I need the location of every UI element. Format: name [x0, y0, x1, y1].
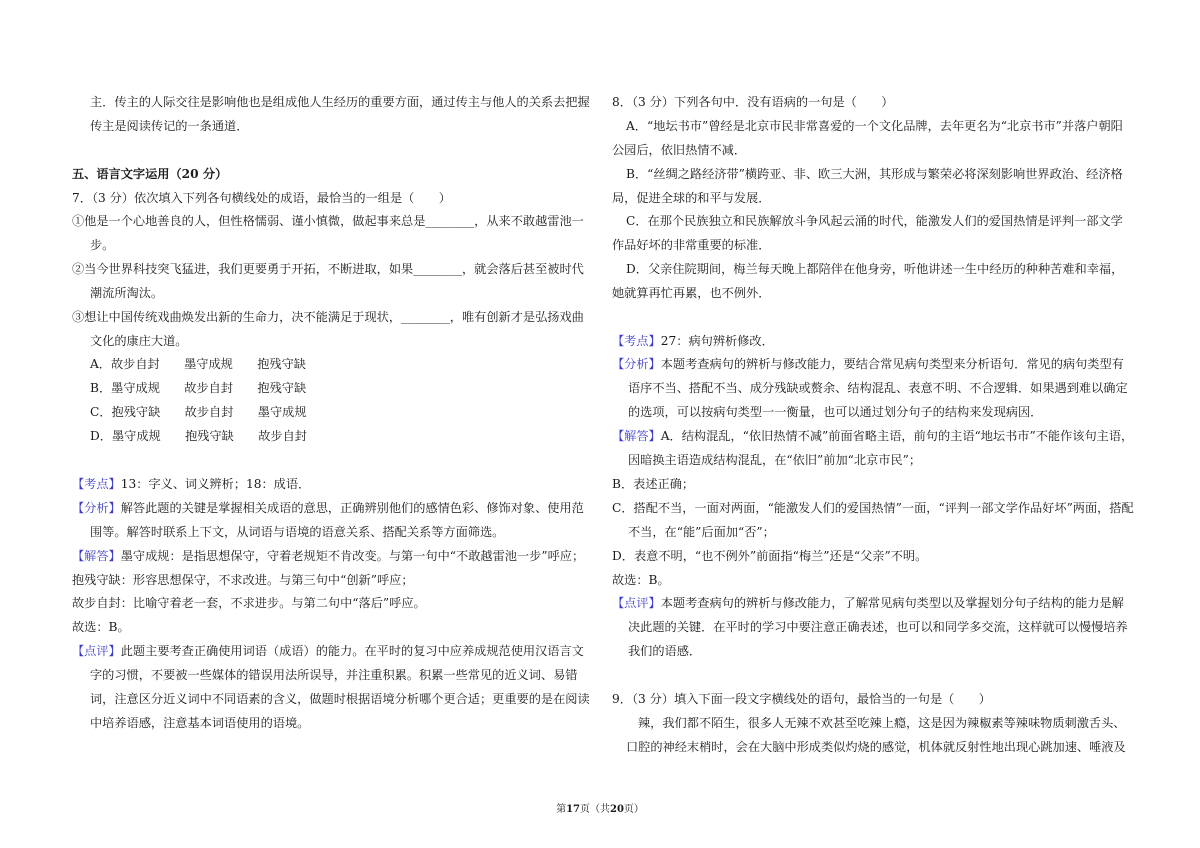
dianping-line: [72, 643, 584, 659]
jieda-line: [612, 428, 1133, 444]
option-c: C．抱残守缺 故步自封 墨守成规: [90, 405, 307, 419]
sentence-2: ②当今世界科技突飞猛进，我们更要勇于开拓，不断进取，如果________，就会落后甚至被时代: [72, 262, 584, 276]
footer-mid: 页（共: [580, 804, 610, 815]
option-d: D．墨守成规 抱残守缺 故步自封: [90, 429, 307, 443]
dianping-line: [612, 595, 1124, 611]
fenxi-cont: 围等。解答时联系上下文，从词语与语境的语意关系、搭配关系等方面筛选。: [90, 525, 505, 539]
jieda-answer: 故选：B。: [72, 620, 130, 634]
dianping-text: 本题考查病句的辨析与修改能力，了解常见病句类型以及掌握划分句子结构的能力是解: [660, 596, 1124, 610]
jieda-text: 墨守成规：是指思想保守，守着老规矩不肯改变。与第一句中“不敢越雷池一步”呼应；: [120, 549, 585, 563]
jieda-text: A．结构混乱，“依旧热情不减”前面省略主语，前句的主语“地坛书市”不能作该句主语，: [660, 429, 1134, 443]
fenxi-line: [612, 356, 1124, 372]
option-c: C．在那个民族独立和民族解放斗争风起云涌的时代，能激发人们的爱国热情是评判一部文学: [626, 214, 1123, 228]
kaodian-line: [72, 476, 310, 492]
fenxi-text: 解答此题的关键是掌握相关成语的意思，正确辨别他们的感情色彩、修饰对象、使用范: [120, 501, 584, 515]
dianping-cont: 词，注意区分近义词中不同语素的含义，做题时根据语境分析哪个更合适；更重要的是在阅读: [90, 692, 590, 706]
option-d-cont: 她就算再忙再累，也不例外．: [612, 286, 771, 300]
jieda-tag: 【解答】: [612, 429, 661, 443]
sentence-2-cont: 潮流所淘汰。: [90, 286, 164, 300]
dianping-cont: 中培养语感，注意基本词语使用的语境。: [90, 716, 310, 730]
option-c-cont: 作品好坏的非常重要的标准．: [612, 238, 771, 252]
passage-line: 辣，我们都不陌生，很多人无辣不欢甚至吃辣上瘾，这是因为辣椒素等辣味物质刺激舌头、: [638, 716, 1126, 730]
option-b-cont: 局，促进全球的和平与发展．: [612, 191, 771, 205]
sentence-1: ①他是一个心地善良的人，但性格懦弱、谨小慎微，做起事来总是________，从来不敢越雷池一: [72, 214, 584, 228]
jieda-cont: C．搭配不当，一面对两面，“能激发人们的爱国热情”一面，“评判一部文学作品好坏”两面，搭配: [612, 501, 1134, 515]
question-7-stem: 7．（3 分）依次填入下列各句横线处的成语，最恰当的一组是（ ）: [72, 191, 451, 205]
dianping-cont: 字的习惯，不要被一些媒体的错误用法所误导，并注重积累。积累一些常见的近义词、易错: [90, 668, 578, 682]
kaodian-line: [612, 333, 774, 349]
sentence-3-cont: 文化的康庄大道。: [90, 334, 188, 348]
dianping-text: 此题主要考查正确使用词语（成语）的能力。在平时的复习中应养成规范使用汉语言文: [120, 644, 584, 658]
jieda-cont: 因暗换主语造成结构混乱，在“依旧”前加“北京市民”；: [628, 453, 922, 467]
passage-line: 口腔的神经末梢时，会在大脑中形成类似灼烧的感觉，机体就反射性地出现心跳加速、唾液及: [626, 740, 1126, 754]
jieda-line: [72, 548, 584, 564]
fenxi-cont: 的选项，可以按病句类型一一衡量，也可以通过划分句子的结构来发现病因．: [628, 405, 1043, 419]
section-heading: 五、语言文字运用（20 分）: [72, 167, 228, 181]
footer-suffix: 页）: [623, 804, 644, 815]
jieda-cont: 抱残守缺：形容思想保守，不求改进。与第三句中“创新”呼应；: [72, 573, 414, 587]
fenxi-text: 本题考查病句的辨析与修改能力，要结合常见病句类型来分析语句．常见的病句类型有: [660, 357, 1124, 371]
option-a: A．故步自封 墨守成规 抱残守缺: [90, 357, 306, 371]
text-line: 主．传主的人际交往是影响他也是组成他人生经历的重要方面，通过传主与他人的关系去把握: [90, 95, 590, 109]
sentence-1-cont: 步。: [90, 238, 115, 252]
page-footer: [0, 803, 1200, 817]
text-line: 传主是阅读传记的一条通道．: [90, 119, 249, 133]
dianping-cont: 决此题的关键．在平时的学习中要注意正确表述，也可以和同学多交流，这样就可以慢慢培养: [628, 620, 1128, 634]
footer-prefix: 第: [556, 804, 567, 815]
fenxi-cont: 语序不当、搭配不当、成分残缺或赘余、结构混乱、表意不明、不合逻辑．如果遇到难以确定: [628, 381, 1128, 395]
question-8-stem: 8．（3 分）下列各句中．没有语病的一句是（ ）: [612, 95, 894, 109]
option-b: B．“丝绸之路经济带”横跨亚、非、欧三大洲，其形成与繁荣必将深刻影响世界政治、经济格: [626, 167, 1123, 181]
option-b: B．墨守成规 故步自封 抱残守缺: [90, 381, 307, 395]
dianping-cont: 我们的语感．: [628, 644, 702, 658]
option-a: A．“地坛书市”曾经是北京市民非常喜爱的一个文化品牌，去年更名为“北京书市”并落户朝阳: [626, 119, 1123, 133]
jieda-cont: 故步自封：比喻守着老一套，不求进步。与第二句中“落后”呼应。: [72, 596, 426, 610]
kaodian-tag: 【考点】: [612, 334, 661, 348]
dianping-tag: 【点评】: [72, 644, 121, 658]
kaodian-text: 13：字义、词义辨析；18：成语．: [120, 477, 311, 491]
jieda-tag: 【解答】: [72, 549, 121, 563]
fenxi-line: [72, 500, 584, 516]
jieda-answer: 故选：B。: [612, 573, 670, 587]
fenxi-tag: 【分析】: [612, 357, 661, 371]
page-total: 20: [610, 804, 624, 815]
dianping-tag: 【点评】: [612, 596, 661, 610]
jieda-cont: 不当，在“能”后面加“否”；: [628, 525, 775, 539]
sentence-3: ③想让中国传统戏曲焕发出新的生命力，决不能满足于现状，________，唯有创新才是弘扬戏曲: [72, 310, 584, 324]
option-a-cont: 公园后，依旧热情不减．: [612, 143, 747, 157]
jieda-cont: B．表述正确；: [612, 477, 695, 491]
question-9-stem: 9．（3 分）填入下面一段文字横线处的语句，最恰当的一句是（ ）: [612, 692, 991, 706]
option-d: D．父亲住院期间，梅兰每天晚上都陪伴在他身旁，听他讲述一生中经历的种种苦难和幸福，: [626, 262, 1124, 276]
page-number: 17: [566, 804, 580, 815]
kaodian-text: 27：病句辨析修改．: [660, 334, 774, 348]
jieda-cont: D．表意不明，“也不例外”前面指“梅兰”还是“父亲”不明。: [612, 549, 928, 563]
kaodian-tag: 【考点】: [72, 477, 121, 491]
fenxi-tag: 【分析】: [72, 501, 121, 515]
